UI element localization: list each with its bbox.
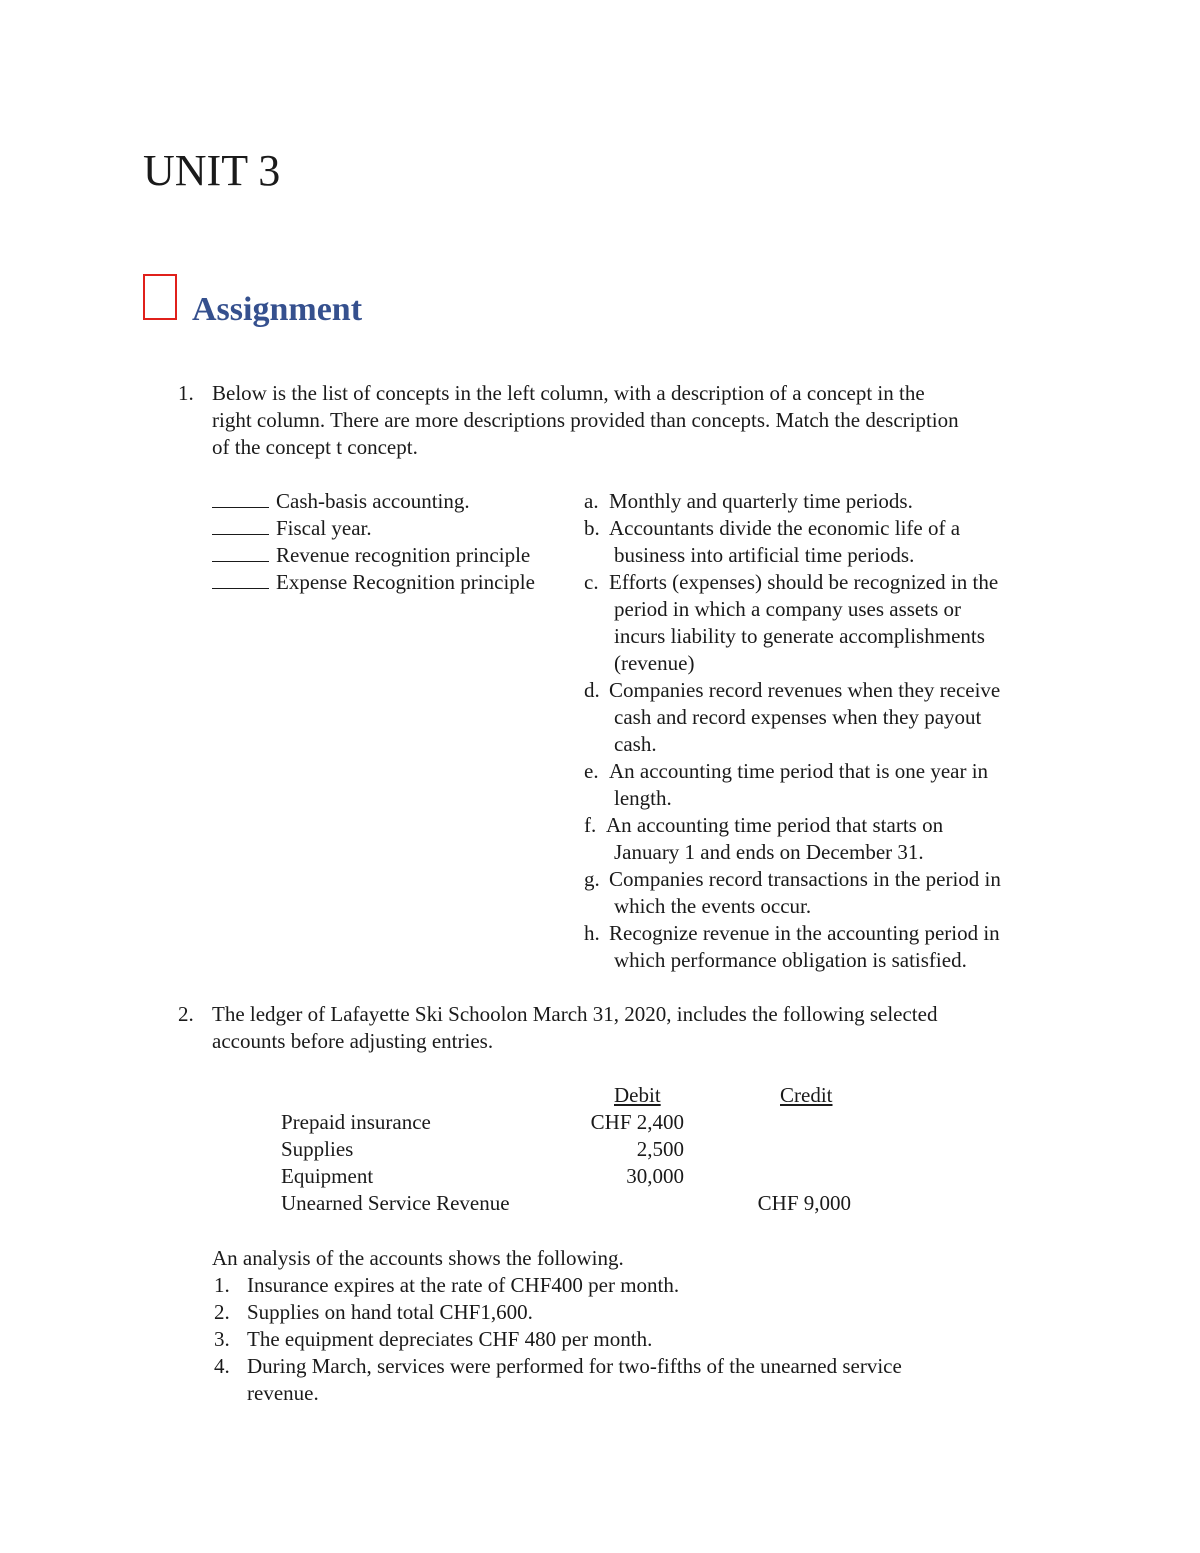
q1-number: 1. <box>178 381 194 405</box>
analysis-number: 1. <box>214 1273 230 1297</box>
description-line: business into artificial time periods. <box>614 543 915 567</box>
debit-value: 2,500 <box>636 1137 684 1161</box>
description-line: Recognize revenue in the accounting period in <box>609 921 1000 945</box>
analysis-intro: An analysis of the accounts shows the following. <box>212 1246 624 1270</box>
assignment-heading: Assignment <box>192 291 363 328</box>
description-line: Monthly and quarterly time periods. <box>609 489 913 513</box>
analysis-line: During March, services were performed for two-fifths of the unearned service <box>247 1354 902 1378</box>
debit-value: 30,000 <box>626 1164 684 1188</box>
description-letter: d. <box>584 678 600 702</box>
q1-line: right column. There are more descriptions provided than concepts. Match the description <box>212 408 959 432</box>
assignment-checkbox[interactable] <box>143 274 177 320</box>
description-line: An accounting time period that starts on <box>606 813 944 837</box>
q1-line: of the concept t concept. <box>212 435 418 459</box>
description-line: period in which a company uses assets or <box>614 597 962 621</box>
description-line: Companies record revenues when they receive <box>609 678 1001 702</box>
concept-item <box>212 515 372 542</box>
concept-item <box>212 542 530 569</box>
analysis-number: 3. <box>214 1327 230 1351</box>
description-line: An accounting time period that is one year in <box>609 759 989 783</box>
account-name: Supplies <box>281 1137 354 1161</box>
description-line: Efforts (expenses) should be recognized in the <box>609 570 999 594</box>
analysis-line: Supplies on hand total CHF1,600. <box>247 1300 533 1324</box>
account-name: Prepaid insurance <box>281 1110 431 1134</box>
concept-item <box>212 569 535 596</box>
analysis-line: The equipment depreciates CHF 480 per month. <box>247 1327 653 1351</box>
description-letter: h. <box>584 921 600 945</box>
analysis-number: 4. <box>214 1354 230 1378</box>
description-line: Companies record transactions in the period in <box>609 867 1001 891</box>
description-letter: e. <box>584 759 599 783</box>
answer-blank[interactable] <box>212 543 269 562</box>
analysis-number: 2. <box>214 1300 230 1324</box>
account-name: Equipment <box>281 1164 374 1188</box>
answer-blank[interactable] <box>212 570 269 589</box>
description-line: which the events occur. <box>614 894 812 918</box>
concept-label: Cash-basis accounting. <box>276 489 470 513</box>
answer-blank[interactable] <box>212 489 269 508</box>
answer-blank[interactable] <box>212 516 269 535</box>
concept-item <box>212 488 470 515</box>
description-letter: g. <box>584 867 600 891</box>
description-line: cash and record expenses when they payout <box>614 705 982 729</box>
description-line: incurs liability to generate accomplishments <box>614 624 985 648</box>
q2-line: The ledger of Lafayette Ski Schoolon March 31, 2020, includes the following selected <box>212 1002 938 1026</box>
description-line: which performance obligation is satisfied. <box>614 948 967 972</box>
concept-label: Expense Recognition principle <box>276 570 535 594</box>
q2-line: accounts before adjusting entries. <box>212 1029 494 1053</box>
analysis-line: revenue. <box>247 1381 319 1405</box>
page-title: UNIT 3 <box>143 146 281 195</box>
description-letter: f. <box>584 813 597 837</box>
q2-number: 2. <box>178 1002 194 1026</box>
description-line: January 1 and ends on December 31. <box>614 840 924 864</box>
concept-label: Revenue recognition principle <box>276 543 531 567</box>
description-letter: a. <box>584 489 599 513</box>
description-line: (revenue) <box>614 651 695 675</box>
analysis-line: Insurance expires at the rate of CHF400 per month. <box>247 1273 680 1297</box>
description-line: Accountants divide the economic life of a <box>609 516 961 540</box>
debit-header: Debit <box>614 1083 661 1107</box>
description-line: cash. <box>614 732 657 756</box>
description-letter: b. <box>584 516 600 540</box>
description-letter: c. <box>584 570 599 594</box>
concept-label: Fiscal year. <box>276 516 372 540</box>
credit-header: Credit <box>780 1083 833 1107</box>
account-name: Unearned Service Revenue <box>281 1191 510 1215</box>
credit-value: CHF 9,000 <box>757 1191 851 1215</box>
debit-value: CHF 2,400 <box>590 1110 684 1134</box>
description-line: length. <box>614 786 672 810</box>
q1-line: Below is the list of concepts in the left column, with a description of a concept in the <box>212 381 925 405</box>
